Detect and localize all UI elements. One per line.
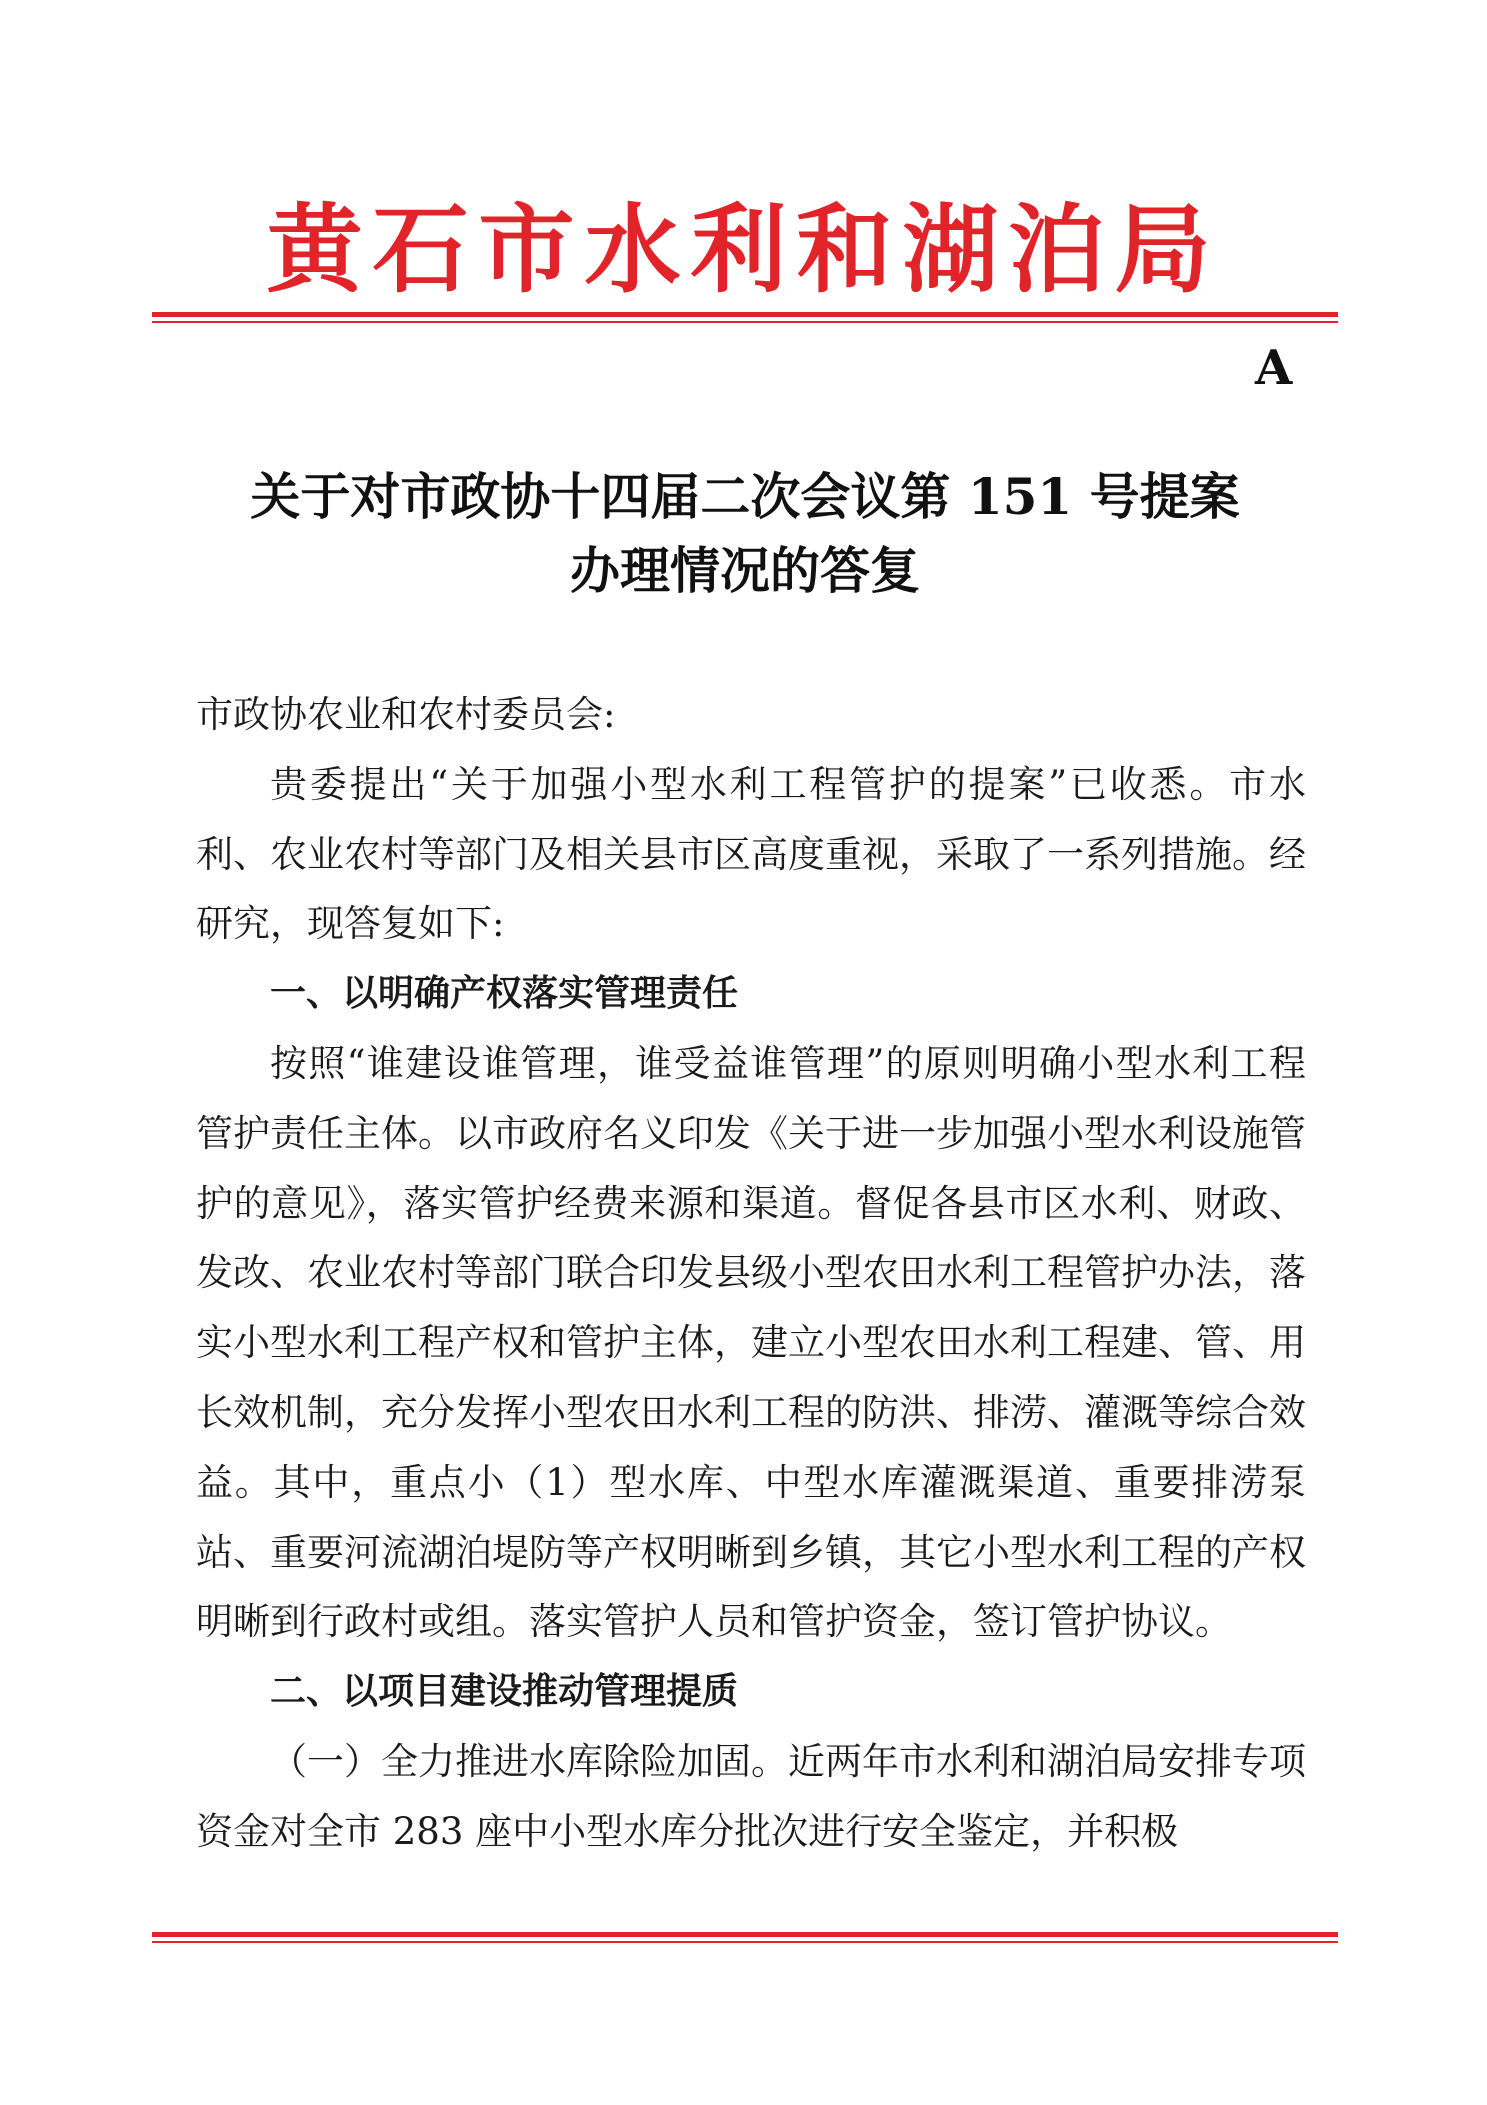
section-heading-2: 二、以项目建设推动管理提质: [270, 1671, 739, 1713]
document-grade-mark: A: [1255, 340, 1293, 396]
red-rule-thick-line: [152, 312, 1338, 317]
document-title: [152, 460, 1338, 608]
footer-rule-thick-line: [152, 1932, 1338, 1937]
document-title-line-1: 关于对市政协十四届二次会议第 151 号提案: [250, 467, 1240, 526]
letterhead-org-name: 黄石市水利和湖泊局: [266, 193, 1221, 306]
paragraph-section-2-1: （一）全力推进水库除险加固。近两年市水利和湖泊局安排专项资金对全市 283 座中小型水库分批次进行安全鉴定，并积极: [196, 1739, 1306, 1853]
paragraph-intro: 贵委提出“关于加强小型水利工程管护的提案”已收悉。市水利、农业农村等部门及相关县市区高度重视，采取了一系列措施。经研究，现答复如下:: [196, 762, 1306, 946]
letterhead-red-rule: [152, 312, 1338, 323]
salutation: 市政协农业和农村委员会:: [196, 693, 616, 736]
document-body: [196, 680, 1306, 1867]
paragraph-section-1: 按照“谁建设谁管理，谁受益谁管理”的原则明确小型水利工程管护责任主体。以市政府名义印发《关于进一步加强小型水利设施管护的意见》，落实管护经费来源和渠道。督促各县市区水利、财政、发改、农业农村等部门联合印发县级小型农田水利工程管护办法，落实小型水利工程产权和管护主体，建立小型农田水利工程建、管、用长效机制，充分发挥小型农田水利工程的防洪、排涝、灌溉等综合效益。其中，重点小（1）型水库、中型水库灌溉渠道、重要排涝泵站、重要河流湖泊堤防等产权明晰到乡镇，其它小型水利工程的产权明晰到行政村或组。落实管护人员和管护资金，签订管护协议。: [196, 1041, 1306, 1644]
red-rule-thin-line: [152, 321, 1338, 323]
document-title-line-2: 办理情况的答复: [570, 541, 920, 600]
section-heading-1: 一、以明确产权落实管理责任: [270, 973, 739, 1015]
footer-red-rule: [152, 1932, 1338, 1943]
footer-rule-thin-line: [152, 1941, 1338, 1943]
